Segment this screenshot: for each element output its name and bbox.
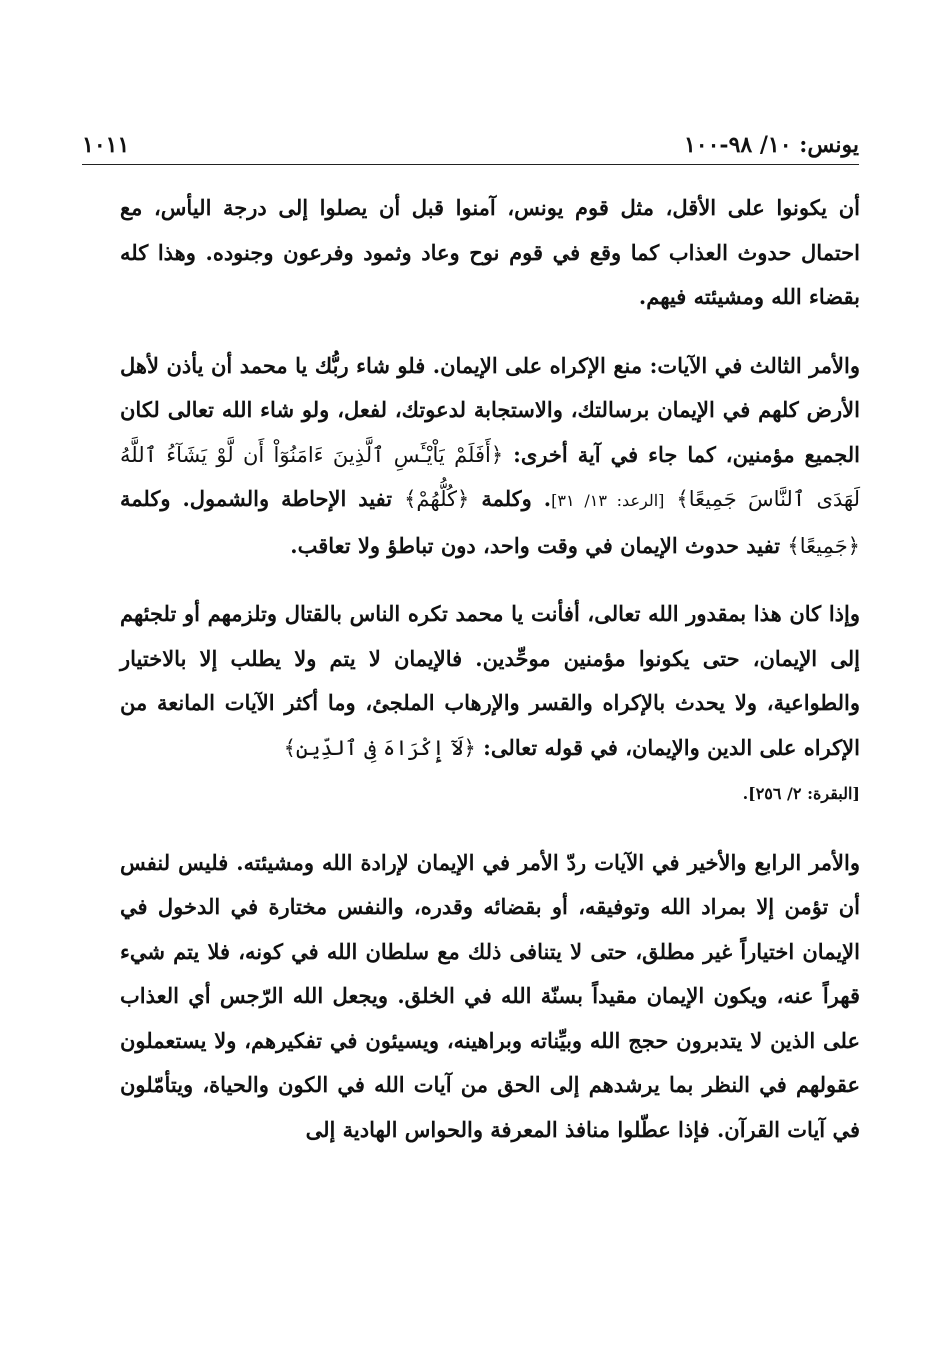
verse-reference-raad: [الرعد: ١٣/ ٣١] — [551, 491, 665, 510]
quran-verse-raad: ﴿أَفَلَمْ يَاْيْـَٔسِ ٱلَّذِينَ ءَامَنُوٓاْ أَن لَّوْ يَشَآءُ ٱللَّهُ لَهَدَى ٱلنَّاسَ جَمِيعًا﴾ — [120, 442, 861, 511]
paragraph-4: والأمر الرابع والأخير في الآيات ردّ الأمر في الإيمان لإرادة الله ومشيئته. فليس لنفس أن تؤمن إلا بمراد الله وتوفيقه، أو بقضائه وقدره، والنفس مختارة في الدخول في الإيمان اختياراً غير مطلق، حتى لا يتنافى ذلك مع سلطان الله في كونه، فلا يتم شيء قهراً عنه، ويكون الإيمان مقيداً بسنّة الله في الخلق. ويجعل الله الرّجس أي العذاب على الذين لا يتدبرون حجج الله وبيِّناته وبراهينه، ويسيئون في تفكيرهم، ولا يستعملون عقولهم في النظر بما يرشدهم إلى الحق من آيات الله في الكون والحياة، ويتأمّلون في آيات القرآن. فإذا عطّلوا منافذ المعرفة والحواس الهادية إلى — [120, 849, 860, 1142]
running-title: يونس: ١٠/ ٩٨-١٠٠ — [683, 132, 859, 158]
verse-reference-baqarah: [البقرة: ٢/ ٢٥٦]. — [742, 784, 860, 803]
page-number: ١٠١١ — [82, 132, 130, 158]
paragraph-1: أن يكونوا على الأقل، مثل قوم يونس، آمنوا قبل أن يصلوا إلى درجة اليأس، مع احتمال حدوث العذاب كما وقع في قوم نوح وعاد وثمود وفرعون وجنوده. وهذا كله بقضاء الله ومشيئته فيهم. — [120, 195, 860, 309]
paragraph-2-text-2: . وكلمة — [481, 486, 552, 511]
paragraph-2-text-4: تفيد حدوث الإيمان في وقت واحد، دون تباطؤ ولا تعاقب. — [290, 532, 781, 558]
paragraph-3 — [120, 592, 860, 817]
quran-verse-baqarah: ﴿لَآ إِكْرَاهَ فِى ٱلدِّينِ﴾ — [283, 735, 476, 760]
quran-word-jamian: ﴿جَمِيعًا﴾ — [787, 533, 860, 558]
paragraph-2 — [120, 344, 860, 569]
paragraph-2-text-3: تفيد الإحاطة والشمول. وكلمة — [120, 486, 393, 511]
page-header — [82, 128, 859, 165]
paragraph-2-text-1: والأمر الثالث في الآيات: منع الإكراه على الإيمان. فلو شاء ربُّك يا محمد أن يأذن لأهل الأرض كلهم في الإيمان برسالتك، والاستجابة لدعوتك، لفعل، ولو شاء الله تعالى لكان الجميع مؤمنين، كما جاء في آية أخرى: — [120, 352, 860, 467]
paragraph-3-text-1: وإذا كان هذا بمقدور الله تعالى، أفأنت يا محمد تكره الناس بالقتال وتلزمهم أو تلجئهم إلى الإيمان، حتى يكونوا مؤمنين موحِّدين. فالإيمان لا يتم ولا يطلب إلا بالاختيار والطواعية، ولا يحدث بالإكراه والقسر والإرهاب الملجئ، وما أكثر الآيات المانعة من الإكراه على الدين والإيمان، في قوله تعالى: — [120, 601, 860, 760]
page-body — [120, 186, 860, 1176]
quran-word-kulluhum: ﴿كُلُّهُمْ﴾ — [404, 487, 470, 511]
